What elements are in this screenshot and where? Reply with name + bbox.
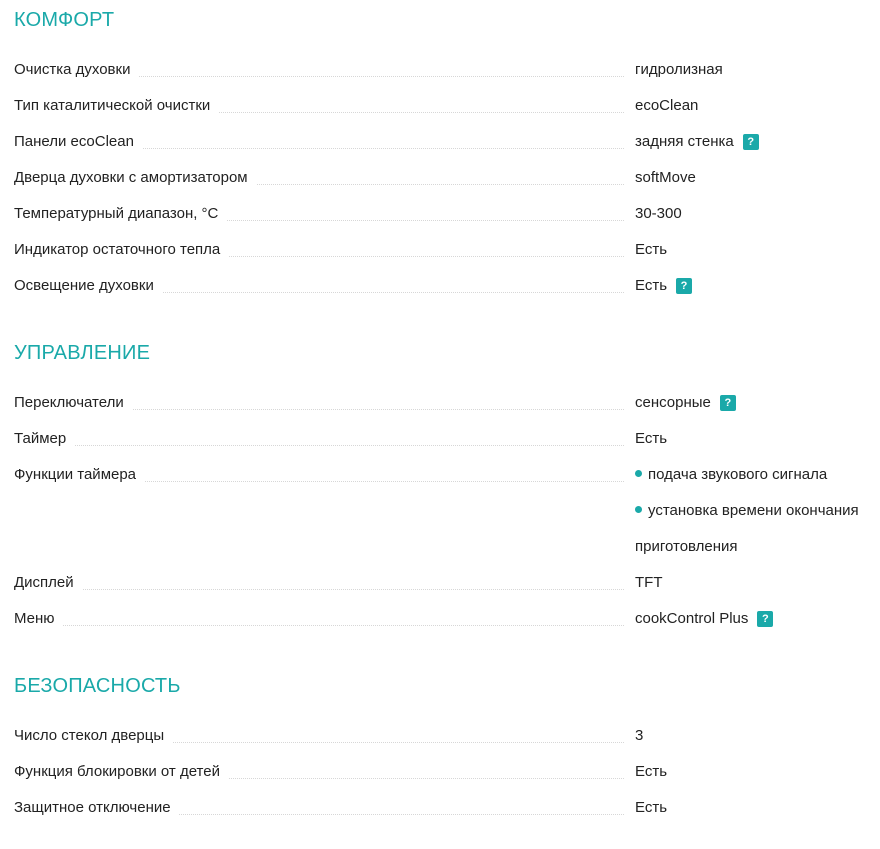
spec-row-ecoclean-panels [14, 132, 880, 168]
spec-value-list [635, 465, 859, 573]
spec-value [635, 168, 696, 188]
spec-value-text: задняя стенка [635, 133, 734, 150]
spec-value-text: softMove [635, 169, 696, 186]
spec-value [635, 798, 667, 818]
spec-row-catalytic-type [14, 96, 880, 132]
spec-row-safety-shutoff [14, 798, 880, 834]
spec-value [635, 132, 759, 152]
spec-row-menu [14, 609, 880, 645]
bullet-dot-icon [635, 470, 642, 477]
row-dots [14, 445, 624, 446]
spec-label: Функция блокировки от детей [14, 762, 228, 782]
spec-label: Меню [14, 609, 63, 629]
spec-value-text: Есть [635, 277, 668, 294]
spec-value [635, 60, 723, 80]
spec-label: Таймер [14, 429, 74, 449]
spec-value-text: Есть [635, 799, 668, 816]
help-icon[interactable]: ? [720, 395, 736, 411]
spec-row-oven-light [14, 276, 880, 312]
spec-row-residual-heat [14, 240, 880, 276]
spec-label: Число стекол дверцы [14, 726, 172, 746]
spec-value [635, 726, 643, 746]
help-icon[interactable]: ? [676, 278, 692, 294]
list-item [635, 501, 859, 537]
spec-label: Температурный диапазон, °C [14, 204, 226, 224]
section-title-comfort: КОМФОРТ [14, 9, 115, 31]
spec-label: Защитное отключение [14, 798, 179, 818]
spec-value [635, 276, 692, 296]
spec-value-text: TFT [635, 574, 663, 591]
spec-row-child-lock [14, 762, 880, 798]
spec-row-display [14, 573, 880, 609]
row-dots [14, 589, 624, 590]
list-item-continuation: приготовления [635, 538, 738, 555]
spec-label: Панели ecoClean [14, 132, 142, 152]
spec-label: Тип каталитической очистки [14, 96, 218, 116]
spec-label: Освещение духовки [14, 276, 162, 296]
list-item-text: подача звукового сигнала [648, 466, 828, 483]
spec-value [635, 393, 736, 413]
help-icon[interactable]: ? [743, 134, 759, 150]
section-title-safety: БЕЗОПАСНОСТЬ [14, 675, 181, 697]
spec-label: Функции таймера [14, 465, 144, 485]
spec-value [635, 429, 667, 449]
spec-value [635, 240, 667, 260]
list-item-text: установка времени окончания [648, 502, 859, 519]
spec-row-timer-functions [14, 465, 880, 573]
spec-row-door-glass [14, 726, 880, 762]
bullet-dot-icon [635, 506, 642, 513]
section-title-control: УПРАВЛЕНИЕ [14, 342, 151, 364]
spec-value-text: Есть [635, 241, 668, 258]
list-item [635, 465, 859, 501]
spec-label: Дисплей [14, 573, 82, 593]
spec-value [635, 204, 682, 224]
row-dots [14, 625, 624, 626]
spec-row-soft-door [14, 168, 880, 204]
spec-value-text: Есть [635, 430, 668, 447]
spec-value [635, 96, 698, 116]
spec-label: Переключатели [14, 393, 132, 413]
spec-value [635, 762, 667, 782]
spec-value [635, 573, 663, 593]
spec-label: Индикатор остаточного тепла [14, 240, 228, 260]
spec-row-timer [14, 429, 880, 465]
spec-value-text: ecoClean [635, 97, 699, 114]
spec-value-text: 3 [635, 727, 644, 744]
spec-row-oven-cleaning [14, 60, 880, 96]
spec-row-switches [14, 393, 880, 429]
spec-value-text: 30-300 [635, 205, 682, 222]
spec-label: Очистка духовки [14, 60, 138, 80]
spec-value-text: сенсорные [635, 394, 711, 411]
spec-value-text: гидролизная [635, 61, 723, 78]
spec-row-temperature-range [14, 204, 880, 240]
spec-value [635, 609, 773, 629]
spec-value-text: cookControl Plus [635, 610, 749, 627]
help-icon[interactable]: ? [757, 611, 773, 627]
spec-label: Дверца духовки с амортизатором [14, 168, 256, 188]
spec-value-text: Есть [635, 763, 668, 780]
